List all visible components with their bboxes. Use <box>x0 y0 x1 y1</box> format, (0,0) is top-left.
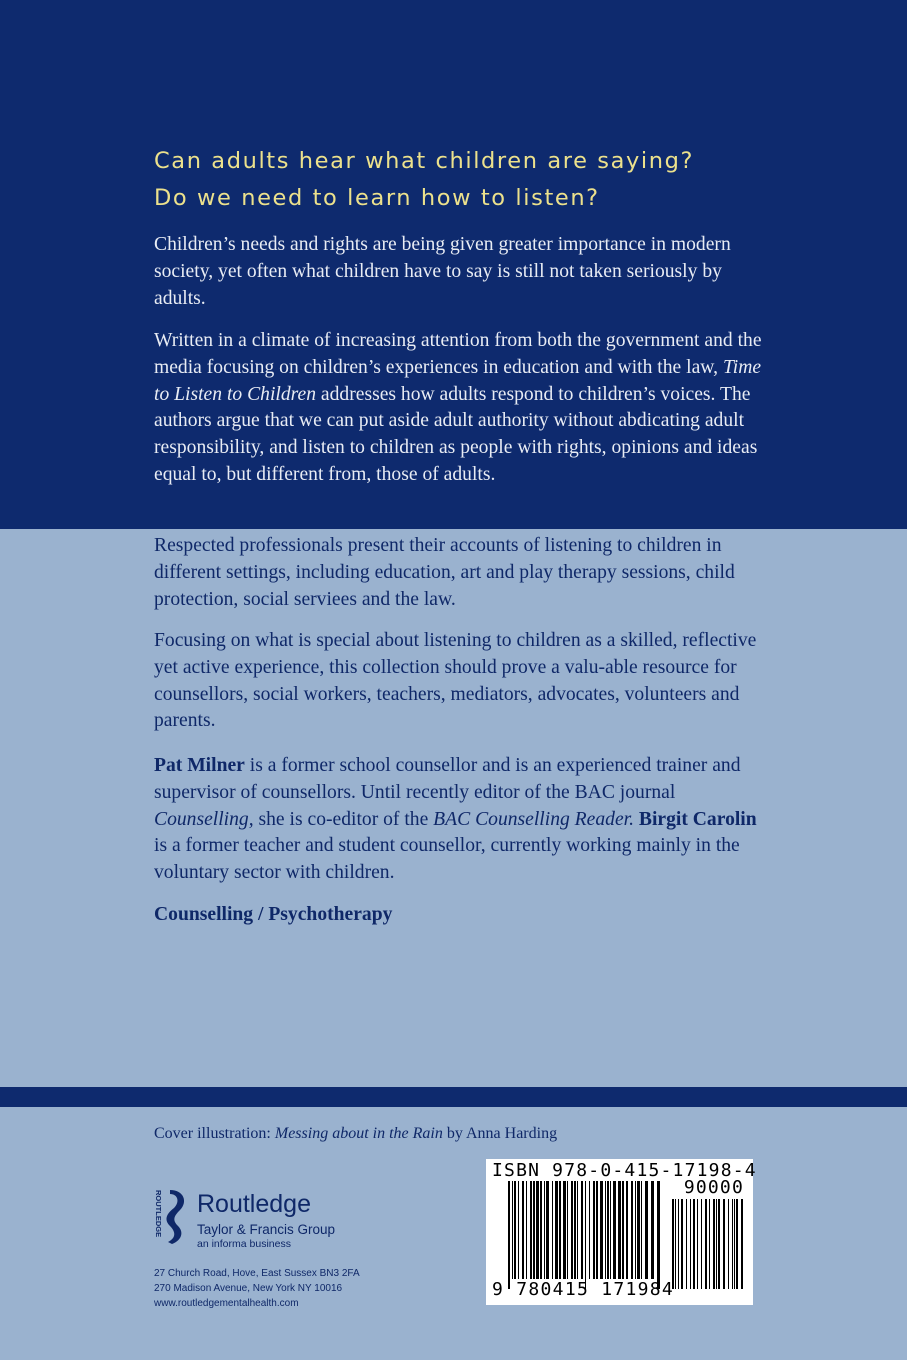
headline-line-2: Do we need to learn how to listen? <box>154 185 600 211</box>
cover-credit <box>154 1125 557 1143</box>
blurb-paragraph-3 <box>154 533 766 613</box>
barcode-bar <box>536 1181 539 1279</box>
barcode-bar <box>555 1181 558 1279</box>
barcode-bar <box>631 1181 633 1279</box>
cover-illustration-title: Messing about in the Rain <box>274 1125 443 1142</box>
barcode-bar <box>514 1181 516 1279</box>
barcode-bar <box>522 1181 524 1279</box>
addon-bar <box>736 1199 738 1289</box>
isbn-barcode <box>486 1159 757 1305</box>
barcode-bar <box>607 1181 609 1279</box>
category-text: Counselling / Psychotherapy <box>154 904 393 925</box>
barcode-bar <box>544 1181 545 1279</box>
barcode-bar <box>546 1181 549 1279</box>
barcode-bar <box>518 1181 519 1279</box>
barcode-bar <box>657 1181 660 1289</box>
author-bio-2: is a former teacher and student counsellor, currently working mainly in the voluntary sector with children. <box>154 835 740 884</box>
addon-bar <box>675 1199 676 1289</box>
publisher-tagline: an informa business <box>197 1238 291 1250</box>
barcode-bar <box>559 1181 561 1279</box>
addon-bar <box>672 1199 674 1289</box>
barcode-bar <box>571 1181 573 1279</box>
addon-bar <box>732 1199 733 1289</box>
blurb-paragraph-2-start: Written in a climate of increasing attention from both the government and the media focusing on children’s experiences in education and with the law, <box>154 330 762 378</box>
author-name-1: Pat Milner <box>154 755 245 776</box>
barcode-bar <box>600 1181 603 1279</box>
author-bio-1a: is a former school counsellor and is an experienced trainer and supervisor of counsellors. Until recently editor of the BAC journal <box>154 755 741 803</box>
barcode-bar <box>618 1181 621 1279</box>
addon-bar <box>693 1199 695 1289</box>
cover-credit-suffix: by Anna Harding <box>442 1125 558 1142</box>
barcode-bar <box>637 1181 640 1279</box>
barcode-bar <box>605 1181 606 1279</box>
addon-bar <box>709 1199 710 1289</box>
addon-bar <box>728 1199 729 1289</box>
barcode-bar <box>567 1181 568 1279</box>
barcode-bar <box>530 1181 532 1279</box>
barcode-bar <box>613 1181 616 1279</box>
price-addon-code: 90000 <box>683 1177 744 1198</box>
barcode-bar <box>526 1181 527 1279</box>
barcode-bar <box>626 1181 628 1279</box>
author-bios <box>154 753 770 887</box>
blurb-paragraph-3-text: Respected professionals present their accounts of listening to children in different settings, including education, art and play therapy sessions, child protection, social serviees and the law. <box>154 535 735 610</box>
cover-credit-prefix: Cover illustration: <box>154 1125 275 1142</box>
addon-bar <box>713 1199 715 1289</box>
barcode-bar <box>622 1181 624 1279</box>
reader-title: BAC Counselling Reader. <box>433 808 634 830</box>
addon-bar <box>741 1199 743 1289</box>
blurb-paragraph-2-end: addresses how adults respond to children’s voices. The authors argue that we can put aside adult authority without abdicating adult responsibility, and listen to children as people with rights, opinions and ideas equal to, but different from, those of adults. <box>154 383 758 485</box>
navy-divider-band <box>0 1087 907 1107</box>
ean-digits: 9 780415 171984 <box>492 1279 675 1300</box>
barcode-bar <box>552 1181 553 1279</box>
author-bio-1b: she is co-editor of the <box>253 808 434 830</box>
barcode-bar <box>577 1181 578 1279</box>
barcode-bar <box>593 1181 595 1279</box>
addon-bar <box>723 1199 725 1289</box>
barcode-bar <box>635 1181 636 1279</box>
routledge-logo-icon <box>152 1188 192 1246</box>
addon-bar <box>734 1199 735 1289</box>
blurb-paragraph-2 <box>154 328 772 489</box>
barcode-bar <box>508 1181 510 1289</box>
book-title: Time to Listen to Children <box>154 356 762 405</box>
barcode-bar <box>533 1181 535 1279</box>
barcode-bar <box>610 1181 611 1279</box>
barcode-bar <box>540 1181 542 1279</box>
publisher-address <box>154 1266 360 1311</box>
addon-bar <box>705 1199 707 1289</box>
barcode-bar <box>596 1181 598 1279</box>
blurb-paragraph-1 <box>154 232 766 312</box>
addon-bar <box>686 1199 687 1289</box>
addon-bar <box>718 1199 720 1289</box>
blurb-paragraph-4-text: Focusing on what is special about listening to children as a skilled, reflective yet active experience, this collection should prove a valu-able resource for counsellors, social workers, teachers, mediators, advocates, volunteers and parents. <box>154 630 757 732</box>
addon-bar <box>690 1199 691 1289</box>
address-line-2: 270 Madison Avenue, New York NY 10016 <box>154 1283 343 1294</box>
journal-title: Counselling, <box>154 808 254 830</box>
isbn-label: ISBN 978-0-415-17198-4 <box>492 1160 757 1181</box>
addon-bar <box>716 1199 717 1289</box>
publisher-name: Routledge <box>197 1190 311 1218</box>
barcode-bar <box>585 1181 586 1289</box>
author-name-2: Birgit Carolin <box>638 808 757 830</box>
barcode-bar <box>641 1181 642 1279</box>
barcode-bar <box>651 1181 654 1279</box>
barcode-bar <box>645 1181 648 1279</box>
routledge-vertical-wordmark: ROUTLEDGE <box>154 1190 163 1238</box>
blurb-paragraph-4 <box>154 628 758 735</box>
website: www.routledgementalhealth.com <box>154 1298 299 1309</box>
addon-bar <box>678 1199 679 1289</box>
addon-bar <box>701 1199 702 1289</box>
addon-bar <box>681 1199 683 1289</box>
barcode-bar <box>574 1181 576 1279</box>
publisher-group: Taylor & Francis Group <box>197 1222 336 1237</box>
blurb-paragraph-1-text: Children’s needs and rights are being given greater importance in modern society, yet often what children have to say is still not taken seriously by adults. <box>154 234 731 309</box>
address-line-1: 27 Church Road, Hove, East Sussex BN3 2FA <box>154 1268 360 1279</box>
category-label <box>154 902 766 929</box>
barcode-bar <box>581 1181 583 1279</box>
barcode-bar <box>512 1181 513 1279</box>
barcode-bar <box>563 1181 566 1279</box>
headline-line-1: Can adults hear what children are saying? <box>154 148 695 174</box>
addon-bar <box>697 1199 698 1289</box>
barcode-bar <box>589 1181 590 1279</box>
